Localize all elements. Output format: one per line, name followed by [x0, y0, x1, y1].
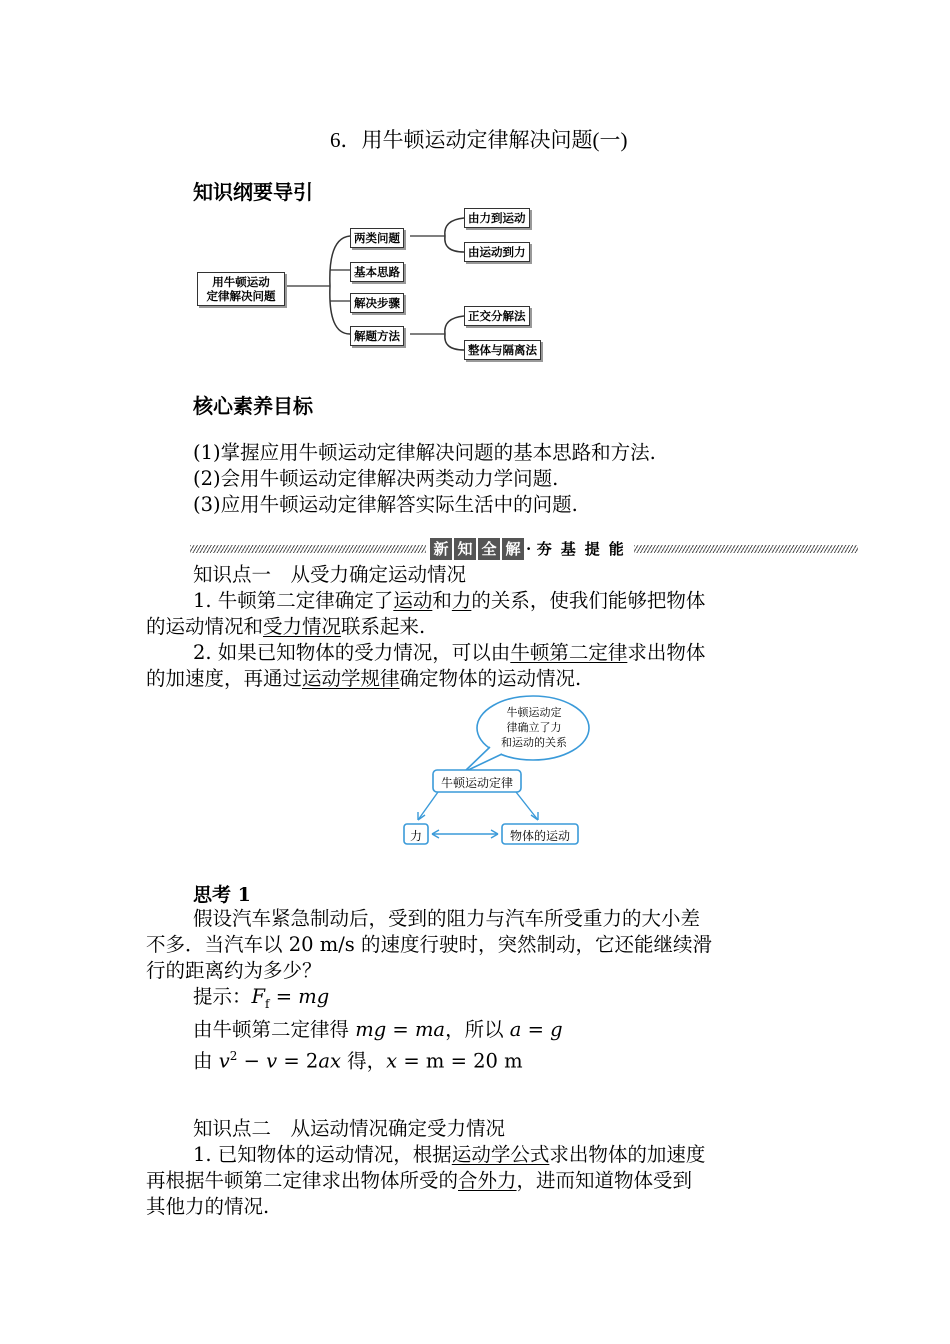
math: ma — [414, 1017, 446, 1041]
text: 联系起来. — [341, 615, 426, 638]
blank-answer: 受力情况 — [263, 615, 342, 638]
text: 和 — [432, 589, 452, 612]
math: = m = 20 m — [397, 1049, 523, 1073]
text: 2. 如果已知物体的受力情况，可以由 — [193, 641, 511, 664]
text: 再根据牛顿第二定律求出物体所受的 — [146, 1169, 459, 1192]
mindmap-branch-methods: 解题方法 — [350, 326, 404, 346]
hint-label: 提示： — [193, 985, 252, 1008]
banner-char: 能 — [608, 540, 624, 558]
text: 由 — [193, 1049, 219, 1073]
question-line: 假设汽车紧急制动后，受到的阻力与汽车所受重力的大小差 — [193, 907, 701, 930]
newton-diagram — [398, 692, 608, 852]
banner-char: 解 — [502, 538, 524, 560]
banner-char: 提 — [584, 540, 600, 558]
outline-heading: 知识纲要导引 — [193, 180, 313, 204]
text: 1. 已知物体的运动情况，根据 — [193, 1143, 452, 1166]
blank-answer: 运动 — [393, 589, 433, 612]
blank-answer: 力 — [451, 589, 472, 612]
text: 由牛顿第二定律得 — [193, 1017, 356, 1041]
divider-stripe-left — [190, 545, 426, 553]
banner-char: 新 — [430, 538, 452, 560]
text: 的加速度，再通过 — [146, 667, 303, 690]
mindmap — [190, 196, 550, 366]
page-title: 6．用牛顿运动定律解决问题(一) — [330, 128, 628, 152]
hint-line — [193, 1043, 563, 1075]
question-line: 行的距离约为多少？ — [146, 959, 322, 982]
divider-stripe-right — [634, 545, 858, 553]
kp2-line: 其他力的情况. — [146, 1195, 270, 1218]
section-divider — [190, 538, 858, 560]
hint-line — [193, 984, 563, 1017]
banner-char: 夯 — [536, 540, 552, 558]
math: g — [550, 1017, 563, 1041]
blank-answer: 运动学公式 — [451, 1143, 550, 1166]
question-line: 不多．当汽车以 20 m/s 的速度行驶时，突然制动，它还能继续滑 — [146, 933, 712, 956]
kp1-heading: 知识点一 从受力确定运动情况 — [193, 563, 467, 586]
mindmap-branch-idea: 基本思路 — [350, 262, 404, 282]
kp2-line — [146, 1142, 816, 1168]
mindmap-leaf-force-to-motion: 由力到运动 — [464, 208, 530, 228]
math: v — [266, 1049, 278, 1073]
bubble-line: 和运动的关系 — [501, 736, 567, 749]
kp2-heading: 知识点二 从运动情况确定受力情况 — [193, 1117, 506, 1140]
math: a — [509, 1017, 522, 1041]
goal-item: (2)会用牛顿运动定律解决两类动力学问题. — [193, 467, 559, 490]
bubble-line: 牛顿运动定 — [506, 706, 562, 719]
kp1-line — [146, 666, 816, 692]
diagram-motion-label: 物体的运动 — [509, 829, 570, 843]
kp1-line — [146, 588, 816, 614]
goal-item: (3)应用牛顿运动定律解答实际生活中的问题. — [193, 493, 578, 516]
text: 求出物体 — [627, 641, 706, 664]
text: 得， — [340, 1049, 387, 1073]
text: ，进而知道物体受到 — [516, 1169, 693, 1192]
goal-item: (1)掌握应用牛顿运动定律解决问题的基本思路和方法. — [193, 441, 656, 464]
blank-answer: 牛顿第二定律 — [510, 641, 628, 664]
math: = mg — [269, 985, 330, 1008]
math-sub: f — [265, 996, 270, 1011]
math: = — [521, 1017, 551, 1041]
text: 求出物体的加速度 — [549, 1143, 706, 1166]
kp2-line — [146, 1168, 816, 1194]
text: 的关系，使我们能够把物体 — [471, 589, 706, 612]
diagram-bubble — [488, 705, 580, 750]
mindmap-leaf-orthogonal: 正交分解法 — [464, 306, 530, 326]
think-label: 思考 1 — [193, 884, 251, 906]
mindmap-leaf-whole-isolation: 整体与隔离法 — [464, 340, 541, 360]
blank-answer: 运动学规律 — [302, 667, 400, 690]
section-banner — [430, 538, 627, 560]
math: F — [251, 985, 266, 1008]
hint-line — [193, 1017, 563, 1043]
banner-char: 知 — [454, 538, 476, 560]
text: 1. 牛顿第二定律确定了 — [193, 589, 394, 612]
kp1-line — [146, 640, 816, 666]
math: − — [237, 1049, 267, 1073]
goals-heading: 核心素养目标 — [193, 394, 313, 418]
text: 的运动情况和 — [146, 615, 264, 638]
math-sup: 2 — [229, 1048, 238, 1063]
hint-block — [193, 984, 563, 1074]
math: x — [386, 1049, 398, 1073]
kp2-body — [146, 1142, 816, 1220]
think-question — [146, 906, 816, 984]
math: = 2 — [277, 1049, 319, 1073]
bubble-line: 律确立了力 — [506, 721, 562, 734]
math: ax — [318, 1049, 341, 1073]
mindmap-root: 用牛顿运动 定律解决问题 — [197, 272, 285, 306]
mindmap-branch-problems: 两类问题 — [350, 228, 404, 248]
mindmap-branch-steps: 解决步骤 — [350, 293, 404, 313]
text: 确定物体的运动情况. — [399, 667, 582, 690]
diagram-center-label: 牛顿运动定律 — [440, 776, 513, 790]
mindmap-leaf-motion-to-force: 由运动到力 — [464, 242, 530, 262]
goals-list — [193, 440, 656, 518]
banner-char: 基 — [560, 540, 576, 558]
kp1-body — [146, 588, 816, 692]
banner-separator: · — [526, 540, 532, 558]
diagram-force-label: 力 — [409, 829, 422, 843]
math: mg — [355, 1017, 387, 1041]
banner-char: 全 — [478, 538, 500, 560]
text: ，所以 — [445, 1017, 510, 1041]
blank-answer: 合外力 — [458, 1169, 517, 1192]
kp1-line — [146, 614, 816, 640]
math: = — [386, 1017, 415, 1041]
math: v — [218, 1049, 230, 1073]
